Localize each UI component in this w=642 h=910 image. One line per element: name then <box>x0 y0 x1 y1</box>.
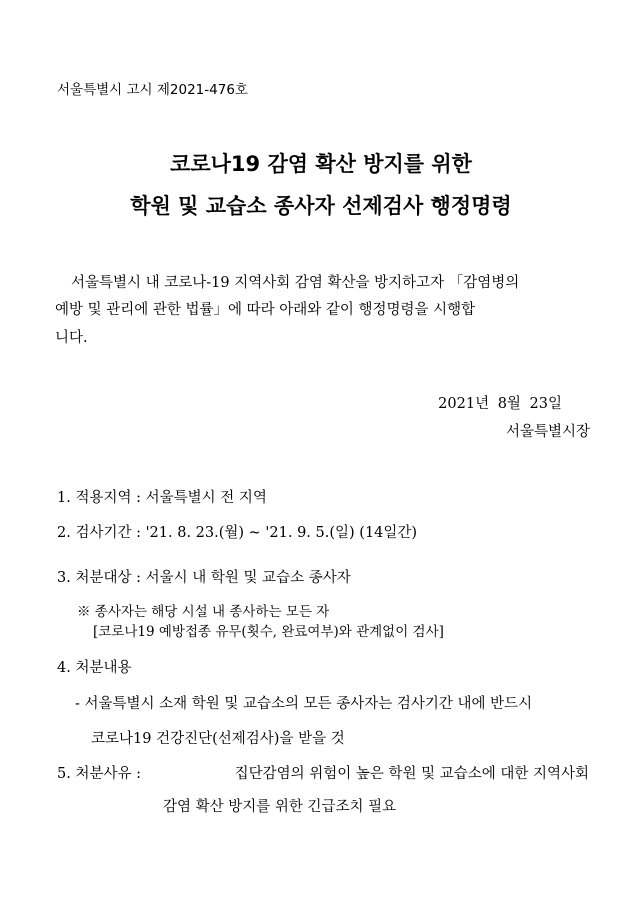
item-target-note-1: ※ 종사자는 해당 시설 내 종사하는 모든 자 <box>77 604 330 620</box>
item-test-period: 2. 검사기간 : '21. 8. 23.(월) ~ '21. 9. 5.(일) (14일간) <box>57 525 418 541</box>
item-reason <box>57 762 589 783</box>
issue-date: 2021년 8월 23일 <box>438 396 562 412</box>
notice-number: 서울특별시 고시 제2021-476호 <box>57 82 248 98</box>
item-target: 3. 처분대상 : 서울시 내 학원 및 교습소 종사자 <box>57 570 351 586</box>
item-target-note-2: [코로나19 예방접종 유무(횟수, 완료여부)와 관계없이 검사] <box>93 624 444 640</box>
item-content-line-1: - 서울특별시 소재 학원 및 교습소의 모든 종사자는 검사기간 내에 반드시 <box>75 696 533 712</box>
preamble-line-3: 니다. <box>55 330 88 346</box>
preamble-line-1: 서울특별시 내 코로나-19 지역사회 감염 확산을 방지하고자 「감염병의 <box>71 275 520 291</box>
item-content: 4. 처분내용 <box>57 660 132 676</box>
item-reason-line-1: 집단감염의 위험이 높은 학원 및 교습소에 대한 지역사회 <box>234 766 589 782</box>
item-reason-head: 5. 처분사유 : <box>57 766 141 782</box>
signer: 서울특별시장 <box>505 424 590 440</box>
document-title-line-1: 코로나19 감염 확산 방지를 위한 <box>170 152 472 176</box>
item-reason-line-2: 감염 확산 방지를 위한 긴급조치 필요 <box>163 799 397 815</box>
item-content-line-2: 코로나19 건강진단(선제검사)을 받을 것 <box>91 731 345 747</box>
preamble-line-2: 예방 및 관리에 관한 법률」에 따라 아래와 같이 행정명령을 시행합 <box>55 302 476 318</box>
document-title-line-2: 학원 및 교습소 종사자 선제검사 행정명령 <box>130 194 512 218</box>
item-application-area: 1. 적용지역 : 서울특별시 전 지역 <box>57 490 267 506</box>
